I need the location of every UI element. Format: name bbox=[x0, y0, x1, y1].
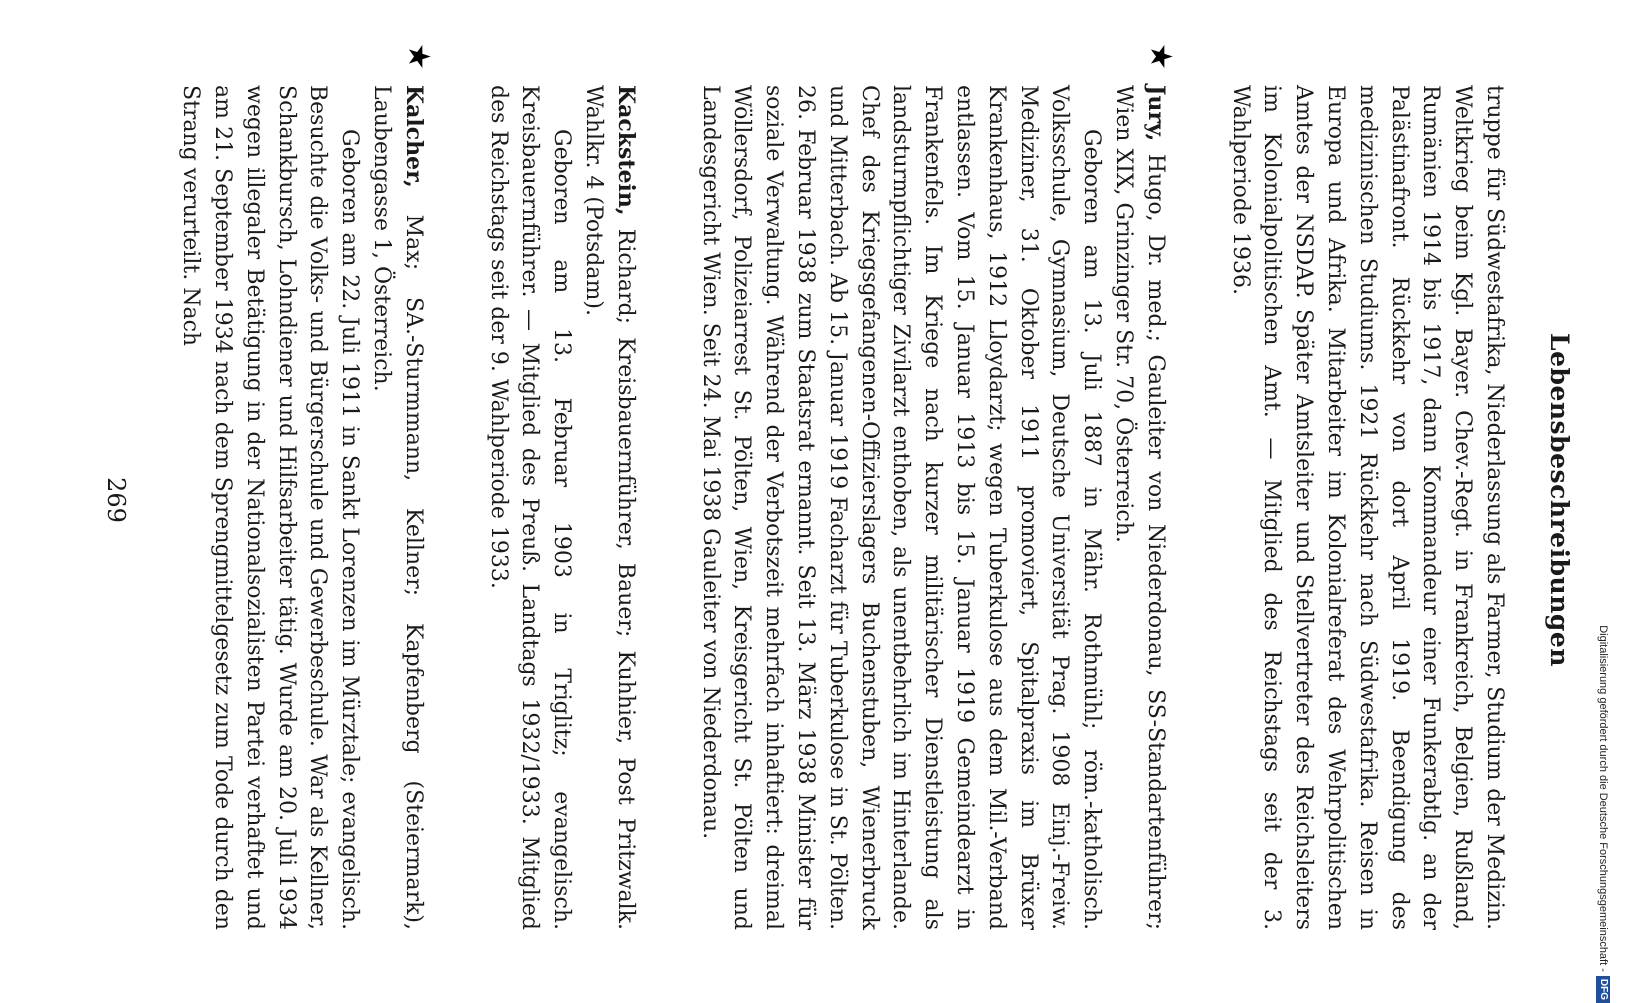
entry-kalcher bbox=[175, 43, 436, 930]
entry-headline-text: Richard; Kreisbauernführer, Bauer; Kuhhier, Post Pritzwalk. Wahlkr. 4 (Potsdam). bbox=[581, 85, 638, 930]
star-icon: ★ bbox=[1142, 43, 1178, 70]
page-number: 269 bbox=[102, 477, 130, 523]
entry-name: Jury, bbox=[1142, 85, 1169, 142]
entry-headline bbox=[365, 85, 429, 930]
entry-paragraph: Geboren am 13. Juli 1887 in Mähr. Rothmühl; röm.-katholisch. Volksschule, Gymnasium, Deutsche Universität Prag. 1908 Einj.-Freiw. Mediziner, 31. Oktober 1911 promoviert, Spitalpraxis im Brüxer Krankenhaus, 1912 Lloydarzt; wegen Tuberkulose aus dem Mil.-Verband entlassen. Vom 15. Januar 1913 bis 15. Januar 1919 Gemeindearzt in Frankenfels. Im Kriege nach kurzer militärischer Dienstleistung als landsturmpflichtiger Zivilarzt enthoben, als unentbehrlich im Hinterlande. Chef des Kriegsgefangenen-Offizierslagers Buchenstuben, Wienerbruck und Mitterbach. Ab 15. Januar 1919 Facharzt für Tuberkulose in St. Pölten. 26. Februar 1938 zum Staatsrat ernannt. Seit 13. März 1938 Minister für soziale Verwaltung. Während der Verbotszeit mehrfach inhaftiert: dreimal Wöllersdorf, Polizeiarrest St. Pölten, Wien, Kreisgericht St. Pölten und Landesgericht Wien. Seit 24. Mai 1938 Gauleiter von Niederdonau. bbox=[697, 85, 1105, 930]
entry-jury bbox=[694, 43, 1178, 930]
continuation-paragraph: truppe für Südwestafrika, Niederlassung als Farmer, Studium der Medizin. Weltkrieg beim Kgl. Bayer. Chev.-Regt. in Frankreich, Belgien, Rußland, Rumänien 1914 bis 1917, dann Kommandeur einer Funkerabtlg. an der Palästinafront. Rückkehr von dort April 1919. Beendigung des medizinischen Studiums. 1921 Rückkehr nach Südwestafrika. Reisen in Europa und Afrika. Mitarbeiter im Kolonialreferat des Wehrpolitischen Amtes der NSDAP. Später Amtsleiter und Stellvertreter des Reichsleiters im Kolonialpolitischen Amt. — Mitglied des Reichstags seit der 3. Wahlperiode 1936. bbox=[1227, 85, 1507, 930]
entry-headline bbox=[577, 85, 641, 930]
entry-kackstein bbox=[482, 85, 641, 930]
digitization-note-text: Digitalisierung gefördert durch die Deutsche Forschungsgemeinschaft - bbox=[1597, 625, 1609, 972]
text-block bbox=[175, 43, 1510, 930]
dfg-logo: DFG bbox=[1596, 976, 1610, 1003]
entry-name: Kackstein, bbox=[612, 85, 639, 216]
entry-paragraph: Geboren am 22. Juli 1911 in Sankt Lorenzen im Mürztale; evangelisch. Besuchte die Volks- und Bürgerschule und Gewerbeschule. War als Kellner, Schankbursch, Lohndiener und Hilfsarbeiter tätig. Wurde am 20. Juli 1934 wegen illegaler Betätigung in der Nationalsozialisten Partei verhaftet und am 21. September 1934 nach dem Sprengmittelgesetz zum Tode durch den Strang verurteilt. Nach bbox=[178, 85, 363, 930]
entry-continuation bbox=[1224, 85, 1510, 930]
entry-headline-text: Hugo, Dr. med.; Gauleiter von Niederdonau, SS-Standartenführer; Wien XIX, Grinzinger Str. 70, Österreich. bbox=[1111, 85, 1168, 930]
entry-paragraph: Geboren am 13. Februar 1903 in Triglitz; evangelisch. Kreisbauernführer. — Mitglied des Preuß. Landtags 1932/1933. Mitglied des Reichstags seit der 9. Wahlperiode 1933. bbox=[485, 85, 575, 930]
entry-name: Kalcher, bbox=[400, 85, 427, 188]
entry-headline-text: Max; SA.-Sturmmann, Kellner; Kapfenberg (Steiermark), Laubengasse 1, Österreich. bbox=[369, 85, 426, 930]
running-head: Lebensbeschreibungen bbox=[1545, 333, 1574, 667]
entry-headline bbox=[1107, 85, 1171, 930]
digitization-note bbox=[1594, 18, 1612, 1003]
star-icon: ★ bbox=[400, 43, 436, 70]
